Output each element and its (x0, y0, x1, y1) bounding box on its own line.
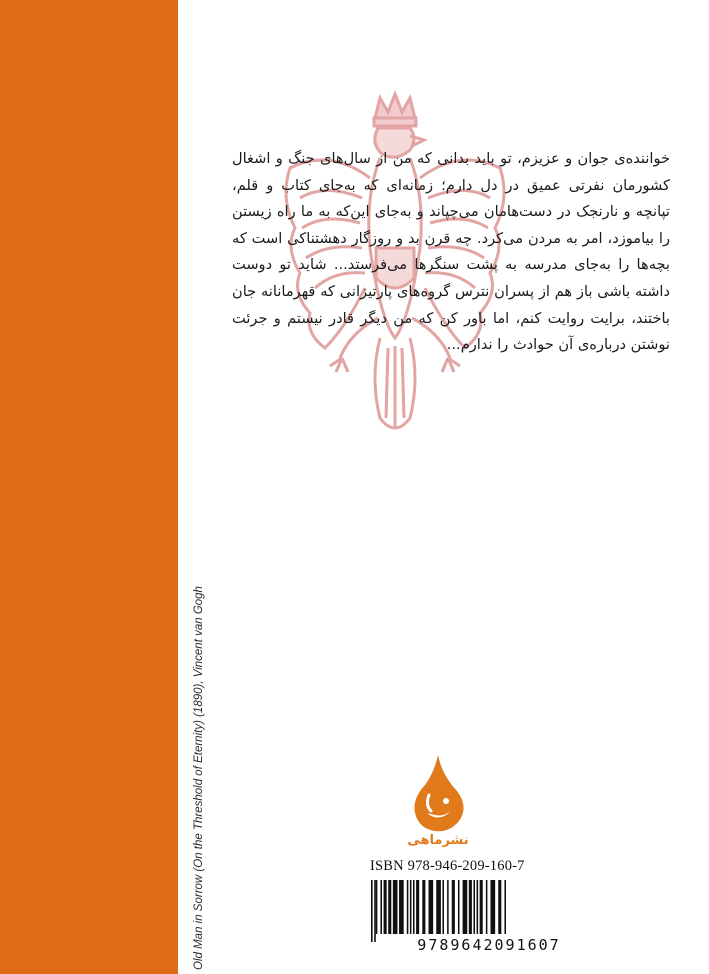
barcode-bar (388, 880, 391, 934)
barcode-bar (458, 880, 460, 934)
back-cover-blurb (232, 146, 670, 359)
barcode-bar (429, 880, 434, 934)
barcode-bar (473, 880, 475, 934)
barcode-bar (416, 880, 419, 934)
isbn-label: ISBN 978-946-209-160-7 (370, 858, 525, 874)
barcode-bar (393, 880, 398, 934)
barcode-bar (486, 880, 488, 934)
blurb-text: خواننده‌ی جوان و عزیزم، تو باید بدانی که من از سال‌های جنگ و اشغال کشورمان نفرتی عمیق در دل دارم؛ زمانه‌ای که به‌جای کتاب و قلم، تپانچه و نارنجک در دست‌هامان می‌چپاند و به‌جای این‌که به ما راه زیستن را بیاموزد، امر به مردن می‌کرد. چه قرن بد و روزگار دهشتناکی است که بچه‌ها را به‌جای مدرسه به پشت سنگرها می‌فرستد... شاید تو دوست داشته باشی باز هم از پسران نترس گروه‌های پارتیزانی که قهرمانانه جان باختند، برایت روایت کنم، اما باور کن که من دیگر قادر نیستم و جرئت نوشتن درباره‌ی آن حوادث را ندارم... (232, 150, 670, 354)
publisher-name: نشرماهی (407, 833, 469, 848)
barcode-guard-bar (371, 880, 373, 942)
barcode-bar (477, 880, 479, 934)
barcode-number: 9789642091607 (417, 936, 561, 954)
barcode-bar (491, 880, 496, 934)
fish-drop-logo-icon (407, 753, 469, 835)
spine-caption: Old Man in Sorrow (On the Threshold of Eternity) (1890), Vincent van Gogh (193, 586, 205, 970)
barcode-bar (380, 880, 382, 934)
barcode-bar (436, 880, 441, 934)
barcode-bar (469, 880, 472, 934)
barcode-bar (442, 880, 444, 934)
barcode-bar (422, 880, 425, 934)
barcode-bar (410, 880, 412, 934)
barcode-bar (399, 880, 404, 934)
barcode-bar (504, 880, 506, 934)
barcode-bar (407, 880, 409, 934)
barcode-guard-bar (374, 880, 376, 942)
barcode-bar (447, 880, 449, 934)
barcode-bar (463, 880, 468, 934)
barcode-bar (498, 880, 501, 934)
barcode-bar (384, 880, 387, 934)
barcode-bar (376, 880, 378, 934)
barcode-bar (452, 880, 455, 934)
orange-spine (0, 0, 178, 974)
barcode-bar (480, 880, 483, 934)
barcode-bar (413, 880, 415, 934)
